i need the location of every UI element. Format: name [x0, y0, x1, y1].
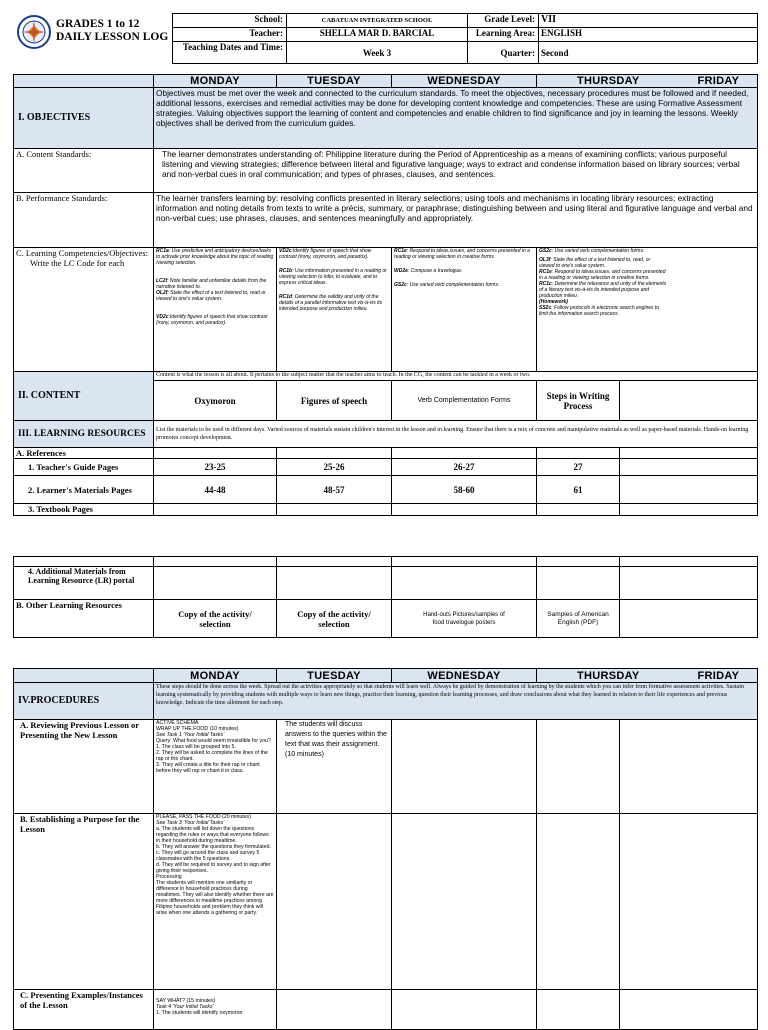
competencies-tuesday: VD2c:Identify figures of speech that show contrast (irony, oxymoron, and paradox). RC1b: Use information presented in a reading or viewing selection to infer, to evaluate, and to express critical ideas. RC1d: Determine the validity and unity of the details of a parallel informative text vis-à-vis its intended purpose and production milieu.	[277, 248, 392, 372]
title-line-1: GRADES 1 to 12	[56, 18, 140, 30]
content-label: II. CONTENT	[14, 372, 154, 421]
procedures-table	[13, 668, 758, 1030]
performance-standards-label: B. Performance Standards:	[14, 193, 154, 248]
refs-tue	[277, 448, 392, 459]
tg-wednesday: 26-27	[392, 459, 537, 476]
other-monday: Copy of the activity/ selection	[154, 600, 277, 638]
proc-day-friday: FRIDAY	[697, 669, 740, 682]
day-friday: FRIDAY	[697, 75, 740, 87]
tb-thu	[537, 504, 620, 516]
other-wednesday: Hand-outs Pictures/samples of food travelogue posters	[392, 600, 537, 638]
school-value: CABATUAN INTEGRATED SCHOOL	[287, 14, 468, 28]
blank-f	[620, 557, 758, 567]
blank-b	[154, 557, 277, 567]
document-title	[56, 18, 168, 44]
proc-b-thu	[537, 814, 620, 990]
proc-day-thursday	[537, 669, 758, 683]
proc-day-tuesday: TUESDAY	[277, 669, 392, 683]
refs-wed	[392, 448, 537, 459]
content-wednesday: Verb Complementation Forms	[392, 381, 537, 421]
proc-c-monday: SAY WHAT? (15 minutes) Task 4 'Your Initial Tasks' 1. The students will identify oxymoron	[154, 990, 277, 1030]
title-line-2: DAILY LESSON LOG	[56, 31, 169, 43]
proc-header-blank	[14, 669, 154, 683]
lm-friday	[620, 476, 758, 504]
proc-a-monday: ACTIVE SCHEMA WRAP UP THE FOOD (10 minutes) See Task 1 'Your Initial Tasks' Query: What food would seem irresistible for you? 1. The class will be grouped into 5. 2. They will be asked to complete the lines of the rap or the chant. 3. They will create a title for their rap or chant before they will rap or chant it in class.	[154, 720, 277, 814]
tb-wed	[392, 504, 537, 516]
textbook-label: 3. Textbook Pages	[14, 504, 154, 516]
competencies-thursday: GS2c: Use varied verb complementation forms. OL3f: State the effect of a text listened to, read, or viewed to one's value system. RC1e: Respond to ideas,issues, and concerns presented in a reading or viewing selection in creative forms. RC1c: Determine the relevance and unity of the elements of a literary text vis-à-vis its intended purpose and production milieu. (Homework) SS2c: Follow protocols in electronic search engines to limit the information search process.	[537, 248, 758, 372]
objectives-label: I. OBJECTIVES	[14, 88, 154, 149]
proc-a-label: A. Reviewing Previous Lesson or Presenting the New Lesson	[14, 720, 154, 814]
content-monday: Oxymoron	[154, 381, 277, 421]
competencies-wednesday: RC1e: Respond to ideas,issues, and concerns presented in a reading or viewing selection in creative forms. WD2e: Compose a travelogue. GS2c: Use varied verb complementation forms.	[392, 248, 537, 372]
proc-b-monday: PLEASE, PASS THE FOOD (20 minutes) See Task 3 'Your Initial Tasks' a. The students will list down the questions regarding the rules or ways that everyone follows in their household during mealtime. b. They will answer the questions they formulated. c. They will go around the class and survey 5 classmates with the 5 questions. d. They will be required to survey and to sign after giving their responses. Processing The students will mention one similarity or difference in household practices during mealtimes. They will also identify whether there are more differences in mealtime practices among Filipino households and problem they think will arise when one attends a gathering or party.	[154, 814, 277, 990]
procedures-label: IV.PROCEDURES	[14, 683, 154, 720]
other-resources-label: B. Other Learning Resources	[14, 600, 154, 638]
competencies-sub: Write the LC Code for each	[30, 258, 125, 268]
other-thursday: Samples of American English (PDF)	[537, 600, 620, 638]
learning-area-label: Learning Area:	[468, 28, 539, 42]
teacher-value: SHELLA MAR D. BARCIAL	[287, 28, 468, 42]
dates-value: Week 3	[287, 42, 468, 64]
procedures-note: These steps should be done across the week. Spread out the activities appropriately so that students will learn well. Always be guided by demonstration of learning by the students which you can infer from formative assessment activities. Sustain learning systematically by providing students with multiple ways to learn new things, practice their learning, question their learning processes, and draw conclusions about what they learned in relation to their life experiences and previous knowledge. Indicate the time allotment for each step.	[154, 683, 758, 720]
refs-thu	[537, 448, 620, 459]
content-thursday: Steps in Writing Process	[537, 381, 620, 421]
proc-day-monday: MONDAY	[154, 669, 277, 683]
competencies-title: C. Learning Competencies/Objectives:	[16, 248, 148, 258]
quarter-label: Quarter:	[468, 42, 539, 64]
day-tuesday: TUESDAY	[277, 75, 392, 88]
teacher-label: Teacher:	[173, 28, 287, 42]
learning-area-value: ENGLISH	[539, 28, 758, 42]
blank-e	[537, 557, 620, 567]
add-mon	[154, 567, 277, 600]
tg-monday: 23-25	[154, 459, 277, 476]
proc-b-tue	[277, 814, 392, 990]
lm-thursday: 61	[537, 476, 620, 504]
resources-label: III. LEARNING RESOURCES	[14, 421, 154, 448]
header-blank	[14, 75, 154, 88]
blank-d	[392, 557, 537, 567]
tb-fri	[620, 504, 758, 516]
objectives-text: Objectives must be met over the week and connected to the curriculum standards. To meet the objectives, necessary procedures must be followed and if needed, additional lessons, exercises and remedial activities may be done for developing content knowledge and competencies. These are using Formative Assessment strategies. Valuing objectives support the learning of content and competencies and enable children to find significance and joy in learning the lessons. Weekly objectives shall be derived from the curriculum guides.	[154, 88, 758, 149]
refs-fri	[620, 448, 758, 459]
proc-b-fri	[620, 814, 758, 990]
other-friday	[620, 600, 758, 638]
resources-note: List the materials to be used in different days. Varied sources of materials sustain children's interest in the lesson and in learning. Ensure that there is a mix of concrete and manipulative materials as well as paper-based materials. Hands-on learning promotes concept development.	[154, 421, 758, 448]
day-thursday	[537, 75, 758, 88]
content-note: Content is what the lesson is all about. It pertains to the subject matter that the teacher aims to teach. In the CG, the content can be tackled in a week or two.	[154, 372, 758, 381]
day-thursday-label: THURSDAY	[577, 75, 640, 87]
add-tue	[277, 567, 392, 600]
objectives-table	[13, 74, 758, 516]
tg-tuesday: 25-26	[277, 459, 392, 476]
proc-a-wed	[392, 720, 537, 814]
additional-materials-label: 4. Additional Materials from Learning Resource (LR) portal	[14, 567, 154, 600]
proc-day-thursday-label: THURSDAY	[577, 669, 640, 682]
proc-a-tuesday: The students will discuss answers to the queries within the text that was their assignment. (10 minutes)	[277, 720, 392, 814]
proc-day-wednesday: WEDNESDAY	[392, 669, 537, 683]
competencies-label	[14, 248, 154, 372]
quarter-value: Second	[539, 42, 758, 64]
content-tuesday: Figures of speech	[277, 381, 392, 421]
add-thu	[537, 567, 620, 600]
proc-a-thu	[537, 720, 620, 814]
content-standards-text: The learner demonstrates understanding of: Philippine literature during the Period of Apprenticeship as a means of examining conflicts; various purposeful listening and viewing strategies; difference between literal and figurative language; ways to extract and condense information based on library sources; verbal and non-verbal cues in oral communication; and types of phrases, clauses, and sentences.	[154, 149, 758, 193]
dates-label: Teaching Dates and Time:	[173, 42, 287, 64]
resources-table	[13, 556, 758, 638]
grade-label: Grade Level:	[468, 14, 539, 28]
day-wednesday: WEDNESDAY	[392, 75, 537, 88]
lm-tuesday: 48-57	[277, 476, 392, 504]
lm-wednesday: 58-60	[392, 476, 537, 504]
content-friday	[620, 381, 758, 421]
proc-b-wed	[392, 814, 537, 990]
tg-thursday: 27	[537, 459, 620, 476]
lm-monday: 44-48	[154, 476, 277, 504]
competencies-monday: RC1a: Use predictive and anticipatory devices/tasks to activate prior knowledge about the topic of reading /viewing selection. LC2f: Note familiar and unfamiliar details from the narrative listened to. OL2f: State the effect of a text listened to, read or viewed to one's value system. VD2c:Identify figures of speech that show contrast (irony, oxymoron, and paradox).	[154, 248, 277, 372]
proc-c-label: C. Presenting Examples/Instances of the Lesson	[14, 990, 154, 1030]
tg-friday	[620, 459, 758, 476]
header-info-table	[172, 13, 758, 64]
lm-label: 2. Learner's Materials Pages	[14, 476, 154, 504]
other-tuesday: Copy of the activity/ selection	[277, 600, 392, 638]
proc-b-label: B. Establishing a Purpose for the Lesson	[14, 814, 154, 990]
grade-value: VII	[539, 14, 758, 28]
day-monday: MONDAY	[154, 75, 277, 88]
tg-label: 1. Teacher's Guide Pages	[14, 459, 154, 476]
tb-tue	[277, 504, 392, 516]
refs-mon	[154, 448, 277, 459]
add-wed	[392, 567, 537, 600]
school-label: School:	[173, 14, 287, 28]
performance-standards-text: The learner transfers learning by: resolving conflicts presented in literary selections; using tools and mechanisms in locating library resources; extracting information and noting details from texts to write a précis, summary, or paraphrase; distinguishing between and using literal and figurative language and verbal and non-verbal cues; use phrases, clauses, and sentences meaningfully and appropriately.	[154, 193, 758, 248]
references-label: A. References	[14, 448, 154, 459]
tb-mon	[154, 504, 277, 516]
add-fri	[620, 567, 758, 600]
proc-a-fri	[620, 720, 758, 814]
blank-c	[277, 557, 392, 567]
deped-seal-icon	[17, 15, 51, 49]
content-standards-label: A. Content Standards:	[14, 149, 154, 193]
blank-a	[14, 557, 154, 567]
